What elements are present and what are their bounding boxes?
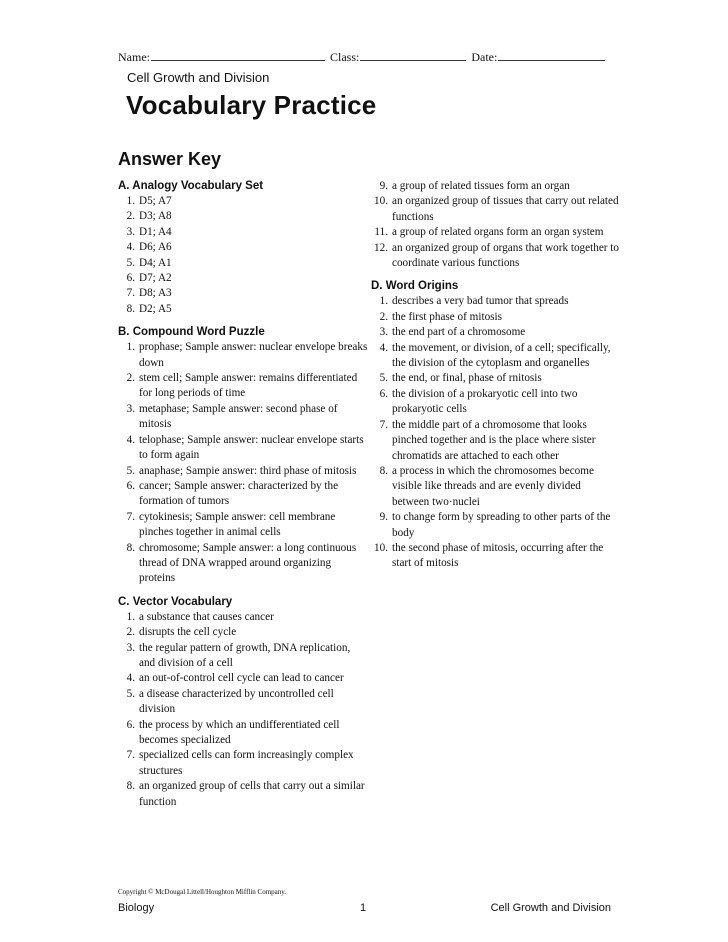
item-number: 5.: [126, 464, 135, 477]
item-number: 4.: [126, 433, 135, 446]
item-number: 8.: [126, 780, 135, 793]
item-text: D8; A3: [139, 287, 172, 300]
item-text: specialized cells can form increasingly complex structures: [139, 749, 354, 777]
item-text: the first phase of mitosis: [392, 310, 502, 323]
item-text: an organized group of organs that work together to coordinate various functions: [392, 241, 620, 270]
item-number: 3.: [126, 641, 135, 654]
section-c-heading: C. Vector Vocabulary: [118, 595, 233, 608]
item-text: cancer; Sample answer: characterized by the formation of tumors: [139, 479, 339, 508]
section-d-heading: D. Word Origins: [371, 280, 459, 293]
item-number: 4.: [126, 241, 135, 254]
item-number: 7.: [379, 418, 388, 431]
list-item: [371, 418, 619, 464]
item-text: the movement, or division, of a cell; specifically, the division of the cytoplasm and organelles: [392, 341, 611, 370]
item-text: the division of a prokaryotic cell into two prokaryotic cells: [392, 387, 578, 416]
item-number: 2.: [126, 372, 135, 385]
item-text: the end, or final, phase of rnitosis: [392, 372, 542, 385]
item-text: an out-of-control cell cycle can lead to cancer: [139, 672, 344, 685]
item-text: D3; A8: [139, 210, 172, 223]
answer-key-heading: Answer Key: [118, 149, 222, 169]
item-text: cytokinesis; Sample answer: cell membrane pinches together in animal cells: [139, 510, 336, 539]
item-text: D7; A2: [139, 272, 172, 285]
list-item: [118, 625, 368, 640]
list-item: [118, 302, 368, 317]
item-text: a substance that causes cancer: [139, 610, 274, 623]
item-text: metaphase; Sample answer: second phase of mitosis: [139, 402, 338, 431]
list-item: [118, 340, 368, 371]
item-number: 10.: [374, 541, 388, 554]
section-d-list: [371, 294, 619, 571]
list-item: [118, 671, 368, 686]
list-item: [118, 402, 368, 433]
item-number: 4.: [379, 341, 388, 354]
item-number: 1.: [126, 341, 135, 354]
list-item: [118, 286, 368, 301]
item-number: 1.: [379, 295, 388, 308]
item-number: 8.: [126, 302, 135, 315]
date-blank: [498, 49, 605, 61]
item-number: 7.: [126, 510, 135, 523]
list-item: [118, 225, 368, 240]
list-item: [371, 194, 619, 225]
list-item: [118, 779, 368, 810]
class-blank: [360, 49, 466, 61]
item-number: 7.: [126, 287, 135, 300]
name-blank: [151, 49, 325, 61]
section-a-list: [118, 194, 368, 317]
list-item: [118, 510, 368, 541]
list-item: [118, 371, 368, 402]
list-item: [371, 387, 619, 418]
list-item: [118, 541, 368, 587]
item-text: D2; A5: [139, 302, 172, 315]
item-text: prophase; Sample answer: nuclear envelope breaks down: [139, 341, 368, 369]
subject-heading: Cell Growth and Division: [127, 70, 270, 85]
list-item: [371, 541, 619, 572]
list-item: [118, 256, 368, 271]
class-label: Class:: [330, 50, 360, 64]
item-number: 2.: [379, 310, 388, 323]
list-item: [371, 510, 619, 541]
list-item: [118, 464, 368, 479]
list-item: [118, 610, 368, 625]
list-item: [118, 271, 368, 286]
list-item: [371, 464, 619, 510]
list-item: [371, 310, 619, 325]
student-info-line: [118, 49, 618, 65]
section-a-heading: A. Analogy Vocabulary Set: [118, 180, 264, 192]
item-text: D4; A1: [139, 256, 172, 269]
item-text: D1; A4: [139, 225, 172, 238]
name-label: Name:: [118, 50, 150, 64]
list-item: [371, 341, 619, 372]
item-text: chromosome; Sample answer: a long continuous thread of DNA wrapped around organizing proteins: [139, 541, 357, 585]
item-number: 8.: [126, 541, 135, 554]
item-text: the end part of a chromosome: [392, 326, 526, 339]
item-number: 9.: [379, 511, 388, 524]
copyright-notice: Copyright © McDougal Littell/Houghton Mifflin Company.: [118, 888, 287, 896]
list-item: [371, 241, 619, 272]
item-number: 1.: [126, 610, 135, 623]
item-number: 6.: [379, 387, 388, 400]
list-item: [118, 641, 368, 672]
section-b-list: [118, 340, 368, 587]
right-column: [371, 179, 619, 572]
list-item: [118, 240, 368, 255]
date-label: Date:: [471, 50, 498, 64]
item-number: 5.: [126, 687, 135, 700]
list-item: [371, 179, 619, 194]
footer-subject: Biology: [118, 902, 155, 914]
item-text: a group of related organs form an organ system: [392, 226, 604, 239]
section-b-heading: B. Compound Word Puzzle: [118, 326, 265, 339]
item-number: 3.: [126, 402, 135, 415]
item-number: 9.: [379, 180, 388, 192]
item-number: 5.: [379, 372, 388, 385]
item-text: the process by which an undifferentiated cell becomes specialized: [139, 718, 340, 746]
item-number: 10.: [374, 195, 388, 208]
item-text: D6; A6: [139, 241, 172, 254]
list-item: [118, 433, 368, 464]
page-number: 1: [360, 902, 367, 914]
list-item: [118, 194, 368, 209]
item-text: a disease characterized by uncontrolled cell division: [139, 687, 334, 716]
item-number: 6.: [126, 718, 135, 731]
item-text: a group of related tissues form an organ: [392, 180, 570, 192]
item-text: an organized group of tissues that carry out related functions: [392, 195, 619, 223]
item-number: 3.: [379, 326, 388, 339]
item-text: the second phase of mitosis, occurring after the start of mitosis: [392, 541, 604, 570]
section-c-list-continued: [371, 179, 619, 271]
item-number: 8.: [379, 464, 388, 477]
item-number: 12.: [374, 241, 388, 254]
item-text: to change form by spreading to other parts of the body: [392, 511, 611, 539]
item-text: telophase; Sample answer: nuclear envelope starts to form again: [139, 433, 364, 462]
item-number: 4.: [126, 672, 135, 685]
list-item: [371, 294, 619, 309]
list-item: [371, 325, 619, 340]
item-number: 11.: [374, 226, 388, 239]
item-text: an organized group of cells that carry out a similar function: [139, 780, 365, 808]
list-item: [371, 225, 619, 240]
left-column: [118, 179, 368, 810]
page-title: Vocabulary Practice: [126, 90, 377, 120]
footer-chapter: Cell Growth and Division: [490, 902, 611, 914]
item-text: the middle part of a chromosome that looks pinched together and is the place where sister chromatids are attached to each other: [392, 418, 596, 462]
item-number: 1.: [126, 195, 135, 207]
list-item: [118, 687, 368, 718]
item-number: 3.: [126, 225, 135, 238]
item-text: stem cell; Sample answer: remains differentiated for long periods of time: [139, 372, 358, 400]
item-text: anaphase; Sampie answer: third phase of mitosis: [139, 464, 357, 477]
section-c-list: [118, 610, 368, 810]
item-text: the regular pattern of growth, DNA replication, and division of a cell: [139, 641, 351, 669]
item-number: 7.: [126, 749, 135, 762]
list-item: [118, 479, 368, 510]
item-text: a process in which the chromosomes become visible like threads and are evenly divided between two·nuclei: [392, 464, 594, 508]
list-item: [118, 748, 368, 779]
list-item: [118, 718, 368, 749]
item-number: 2.: [126, 210, 135, 223]
item-text: D5; A7: [139, 195, 172, 207]
item-number: 2.: [126, 626, 135, 639]
list-item: [118, 209, 368, 224]
item-number: 6.: [126, 272, 135, 285]
item-number: 5.: [126, 256, 135, 269]
item-number: 6.: [126, 479, 135, 492]
item-text: disrupts the cell cycle: [139, 626, 237, 639]
list-item: [371, 371, 619, 386]
item-text: describes a very bad tumor that spreads: [392, 295, 569, 308]
